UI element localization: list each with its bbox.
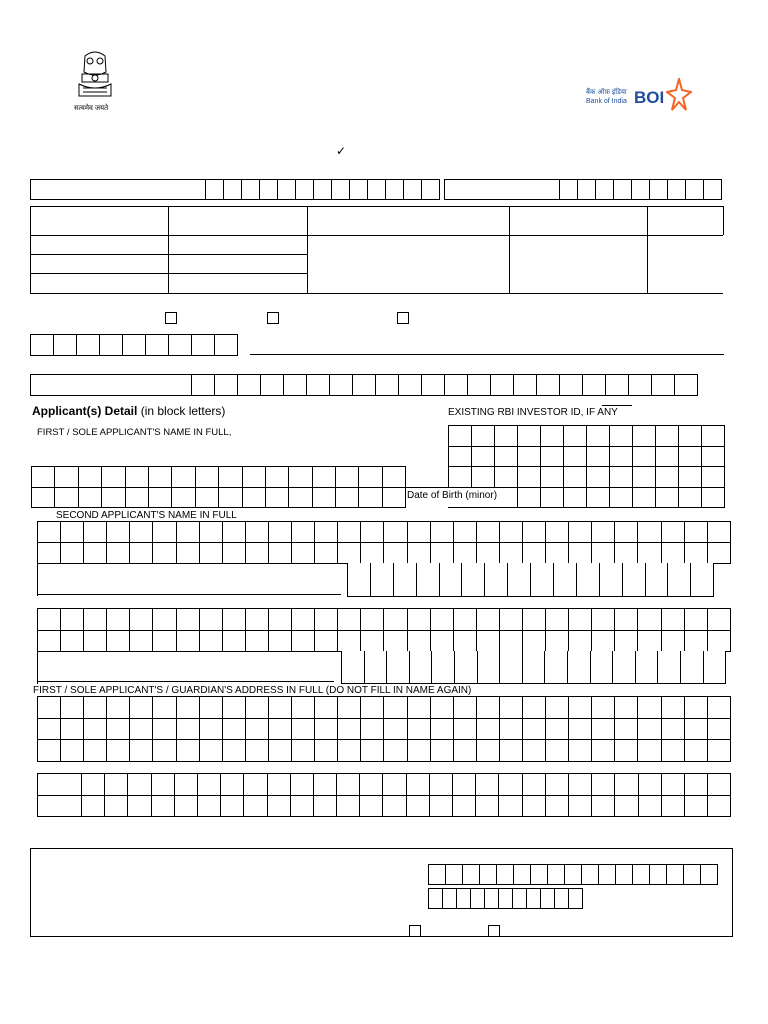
- applicants-title-suffix: (in block letters): [140, 404, 226, 418]
- first-applicant-name-label: FIRST / SOLE APPLICANT'S NAME IN FULL,: [37, 427, 232, 438]
- emblem-motto: सत्यमेव जयते: [74, 105, 109, 112]
- applicants-title: [32, 404, 225, 418]
- field-label-box-3[interactable]: [30, 374, 192, 396]
- address-grid[interactable]: [37, 696, 731, 762]
- tick-mark: ✓: [336, 144, 347, 158]
- digit-cells-2[interactable]: [559, 179, 722, 200]
- bottom-digit-cells-2[interactable]: [428, 888, 583, 909]
- digit-cells-3[interactable]: [30, 334, 238, 356]
- option-checkbox-3[interactable]: [397, 312, 409, 324]
- first-applicant-name-grid[interactable]: [31, 466, 406, 508]
- brand-hindi-name: बैंक ऑफ़ इंडिया: [586, 89, 627, 96]
- star-icon: [666, 78, 692, 112]
- option-checkbox-1[interactable]: [165, 312, 177, 324]
- brand-short: BOI: [634, 88, 665, 107]
- boi-logo: [586, 78, 696, 112]
- field-label-box-1[interactable]: [30, 179, 206, 200]
- bottom-checkbox-2[interactable]: [488, 925, 500, 937]
- second-applicant-name-label: SECOND APPLICANT'S NAME IN FULL: [56, 510, 237, 521]
- bottom-checkbox-1[interactable]: [409, 925, 421, 937]
- bottom-section-box: [30, 848, 733, 937]
- address-label: FIRST / SOLE APPLICANT'S / GUARDIAN'S ADDRESS IN FULL (DO NOT FILL IN NAME AGAIN): [33, 685, 472, 696]
- digit-cells-1[interactable]: [205, 179, 440, 200]
- third-applicant-extra-grid[interactable]: [341, 651, 726, 684]
- applicants-title-text: Applicant(s) Detail: [32, 404, 138, 418]
- third-applicant-extra[interactable]: [37, 651, 343, 684]
- digit-cells-4[interactable]: [191, 374, 698, 396]
- second-applicant-extra[interactable]: [37, 563, 350, 596]
- national-emblem-logo: [70, 48, 120, 114]
- second-applicant-name-grid[interactable]: [37, 521, 731, 564]
- dob-minor-label: Date of Birth (minor): [407, 490, 498, 501]
- brand-english-name: Bank of India: [586, 98, 627, 105]
- rbi-id-label: EXISTING RBI INVESTOR ID, IF ANY: [448, 407, 618, 418]
- signature-line[interactable]: [250, 354, 724, 355]
- bottom-digit-cells-1[interactable]: [428, 864, 718, 885]
- field-label-box-2[interactable]: [444, 179, 560, 200]
- second-applicant-extra-grid[interactable]: [347, 563, 714, 597]
- details-table: [30, 206, 724, 294]
- city-pin-block[interactable]: [37, 773, 731, 817]
- third-applicant-name-grid[interactable]: [37, 608, 731, 652]
- option-checkbox-2[interactable]: [267, 312, 279, 324]
